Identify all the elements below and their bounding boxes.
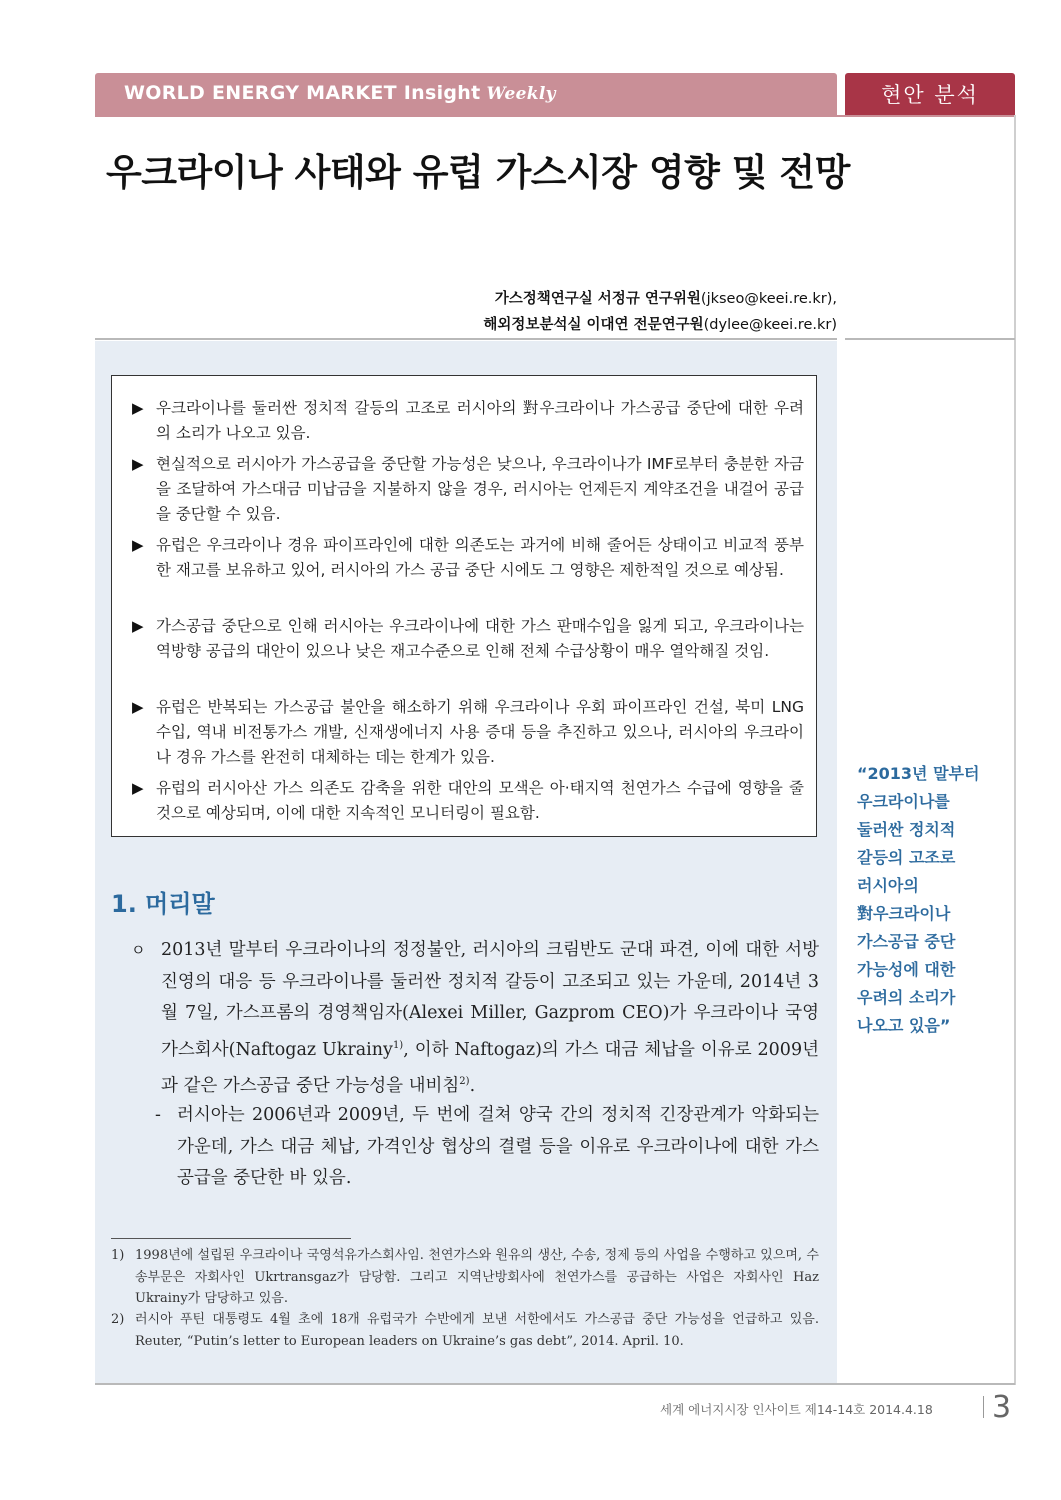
bullet-triangle-icon: ▶ <box>132 536 144 554</box>
summary-item <box>132 695 804 770</box>
summary-item <box>132 614 804 664</box>
summary-item <box>132 533 804 583</box>
pull-quote-line: 對우크라이나 <box>857 904 951 923</box>
footnote <box>111 1309 819 1352</box>
pull-quote-line: 가능성에 대한 <box>857 960 956 979</box>
pull-quote-line: 둘러싼 정치적 <box>857 820 956 839</box>
footnote-ref-2: 2) <box>459 1075 470 1087</box>
bullet-triangle-icon: ▶ <box>132 455 144 473</box>
paragraph-text-b: , 이하 Naftogaz)의 가스 대금 체납을 이유로 2009년과 같은 가스공급 중단 가능성을 내비침 <box>161 1039 819 1096</box>
footer-issue-info: 세계 에너지시장 인사이트 제14-14호 2014.4.18 <box>660 1402 933 1417</box>
section-tag: 현안 분석 <box>845 73 1015 115</box>
pull-quote-line: 가스공급 중단 <box>857 932 956 951</box>
footer-separator <box>983 1396 984 1418</box>
right-column-divider <box>1014 115 1016 1385</box>
pull-quote-line: 우크라이나를 <box>857 792 950 811</box>
author-rule-right <box>845 338 1015 340</box>
page-number: 3 <box>992 1390 1012 1425</box>
pull-quote-line: 갈등의 고조로 <box>857 848 956 867</box>
bottom-rule <box>95 1383 1015 1385</box>
article-title: 우크라이나 사태와 유럽 가스시장 영향 및 전망 <box>106 151 850 194</box>
publication-name: WORLD ENERGY MARKET Insight <box>124 82 481 104</box>
summary-item-text: 유럽의 러시아산 가스 의존도 감축을 위한 대안의 모색은 아·태지역 천연가스 수급에 영향을 줄 것으로 예상되며, 이에 대한 지속적인 모니터링이 필요함. <box>156 779 804 822</box>
section-heading: 1. 머리말 <box>111 890 215 918</box>
summary-item-text: 유럽은 우크라이나 경유 파이프라인에 대한 의존도는 과거에 비해 줄어든 상태이고 비교적 풍부한 재고를 보유하고 있어, 러시아의 가스 공급 중단 시에도 그 영향은 제한적일 것으로 예상됨. <box>156 536 804 579</box>
body-paragraph <box>131 935 819 1102</box>
summary-item-text: 유럽은 반복되는 가스공급 불안을 해소하기 위해 우크라이나 우회 파이프라인 건설, 북미 LNG 수입, 역내 비전통가스 개발, 신재생에너지 사용 증대 등을 추진하고 있으나, 러시아의 우크라이나 경유 가스를 완전히 대체하는 데는 한계가 있음. <box>156 698 804 766</box>
summary-item <box>132 776 804 826</box>
pull-quote <box>857 760 1007 1040</box>
author-rule <box>95 338 837 340</box>
pull-quote-line: 우려의 소리가 <box>857 988 956 1007</box>
author-line-2 <box>483 313 837 334</box>
summary-item <box>132 452 804 527</box>
footnote-ref-1: 1) <box>392 1039 404 1051</box>
pull-quote-line: 나오고 있음” <box>857 1016 951 1035</box>
pull-quote-line: “2013년 말부터 <box>857 764 980 783</box>
sub-paragraph-text: 러시아는 2006년과 2009년, 두 번에 걸쳐 양국 간의 정치적 긴장관계가 악화되는 가운데, 가스 대금 체납, 가격인상 협상의 결렬 등을 이유로 우크라이나에 대한 가스공급을 중단한 바 있음. <box>177 1105 819 1188</box>
summary-item-text: 현실적으로 러시아가 가스공급을 중단할 가능성은 낮으나, 우크라이나가 IMF로부터 충분한 자금을 조달하여 가스대금 미납금을 지불하지 않을 경우, 러시아는 언제든지 계약조건을 내걸어 공급을 중단할 수 있음. <box>156 455 804 523</box>
paragraph-text-c: . <box>469 1075 476 1096</box>
author-line-1 <box>495 287 837 308</box>
bullet-triangle-icon: ▶ <box>132 698 144 716</box>
dash-marker: - <box>155 1105 161 1125</box>
summary-item-text: 가스공급 중단으로 인해 러시아는 우크라이나에 대한 가스 판매수입을 잃게 되고, 우크라이나는 역방향 공급의 대안이 있으나 낮은 재고수준으로 인해 전체 수급상황이 매우 열악해질 것임. <box>156 617 804 660</box>
summary-item <box>132 396 804 446</box>
bullet-triangle-icon: ▶ <box>132 617 144 635</box>
footnote-rule <box>111 1238 351 1239</box>
paragraph-circle-icon: ㅇ <box>131 941 146 959</box>
author-1-name: 가스정책연구실 서정규 연구위원 <box>494 291 701 307</box>
footnote-text: 1998년에 설립된 우크라이나 국영석유가스회사임. 천연가스와 원유의 생산, 수송, 정제 등의 사업을 수행하고 있으며, 수송부문은 자회사인 Ukrtransgaz가 담당함. 그리고 지역난방회사에 천연가스를 공급하는 사업은 자회사인 Haz Ukrainy가 담당하고 있음. <box>135 1248 819 1306</box>
publication-weekly: Weekly <box>486 84 556 104</box>
footnote-text: 러시아 푸틴 대통령도 4월 초에 18개 유럽국가 수반에게 보낸 서한에서도 가스공급 중단 가능성을 언급하고 있음. Reuter, “Putin’s letter to European leaders on Ukraine’s gas debt”, 2014. April. 10. <box>135 1312 819 1349</box>
footnote-number: 1) <box>111 1248 125 1263</box>
paragraph-text-a: 2013년 말부터 우크라이나의 정정불안, 러시아의 크림반도 군대 파견, 이에 대한 서방진영의 대응 등 우크라이나를 둘러싼 정치적 갈등이 고조되고 있는 가운데, 2014년 3월 7일, 가스프롬의 경영책임자(Alexei Miller, Gazprom CEO)가 우크라이나 국영가스회사(Naftogaz Ukrainy <box>161 940 819 1060</box>
pull-quote-line: 러시아의 <box>857 876 919 895</box>
summary-item-text: 우크라이나를 둘러싼 정치적 갈등의 고조로 러시아의 對우크라이나 가스공급 중단에 대한 우려의 소리가 나오고 있음. <box>156 399 804 442</box>
bullet-triangle-icon: ▶ <box>132 779 144 797</box>
paragraph-text <box>161 935 819 1102</box>
sub-paragraph <box>155 1100 819 1195</box>
bullet-triangle-icon: ▶ <box>132 399 144 417</box>
author-2-name: 해외정보분석실 이대연 전문연구원 <box>483 317 704 333</box>
publication-title <box>124 82 556 104</box>
author-1-email: (jkseo@keei.re.kr), <box>700 291 837 307</box>
summary-box <box>111 375 817 837</box>
footnote <box>111 1245 819 1310</box>
header-rule <box>95 115 1015 117</box>
footnote-number: 2) <box>111 1312 125 1327</box>
author-2-email: (dylee@keei.re.kr) <box>703 317 837 333</box>
